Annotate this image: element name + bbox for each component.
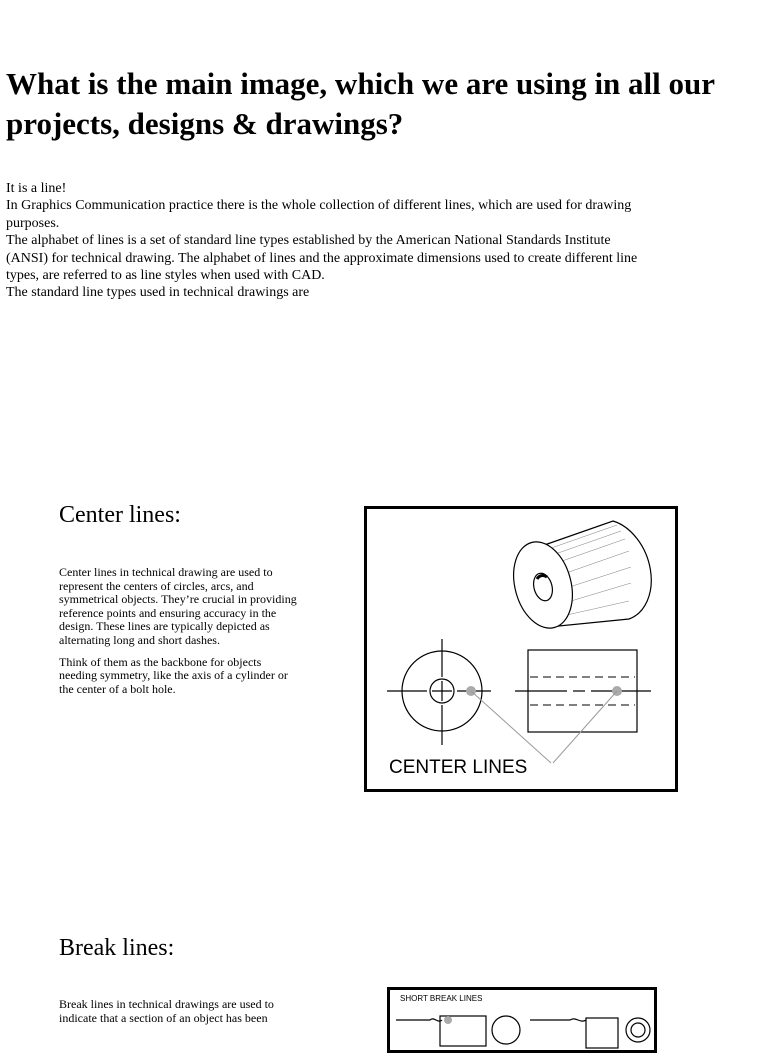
cylinder-drawing (505, 521, 652, 635)
center-lines-figure-label: CENTER LINES (389, 757, 528, 778)
leader-lines (466, 686, 622, 763)
intro-line-4: The standard line types used in technical drawings are (6, 285, 310, 301)
break-lines-illustration (390, 990, 654, 1050)
intro-line-1: It is a line! (6, 181, 67, 196)
intro-line-3: The alphabet of lines is a set of standard line types established by the American National Standards Institute (ANSI) for technical drawing. The alphabet of lines and the approximate dimensions used to create different line types, are referred to as line styles when used with CAD. (6, 233, 638, 284)
center-lines-illustration (367, 509, 675, 789)
break-lines-paragraph-1: Break lines in technical drawings are used to indicate that a section of an object has been (59, 997, 274, 1025)
main-heading: What is the main image, which we are using in all our projects, designs & drawings? (6, 66, 715, 141)
break-lines-text (59, 998, 299, 1033)
break-lines-figure-label: SHORT BREAK LINES (400, 994, 483, 1003)
intro-text (6, 180, 646, 302)
center-lines-paragraph-2: Think of them as the backbone for objects needing symmetry, like the axis of a cylinder or the center of a bolt hole. (59, 654, 288, 696)
break-lines-drawing (396, 1016, 650, 1048)
break-lines-title: Break lines: (59, 935, 175, 961)
center-lines-figure (364, 506, 678, 792)
center-lines-text (59, 566, 299, 704)
center-lines-paragraph-1: Center lines in technical drawing are used to represent the centers of circles, arcs, and symmetrical objects. They’re crucial in providing reference points and ensuring accuracy in the design. These lines are typically depicted as alternating long and short dashes. (59, 565, 297, 647)
rect-view-drawing (515, 650, 651, 732)
intro-line-2: In Graphics Communication practice there is the whole collection of different lines, which are used for drawing purposes. (6, 198, 632, 231)
break-lines-figure (387, 987, 657, 1053)
center-lines-title: Center lines: (59, 502, 181, 528)
